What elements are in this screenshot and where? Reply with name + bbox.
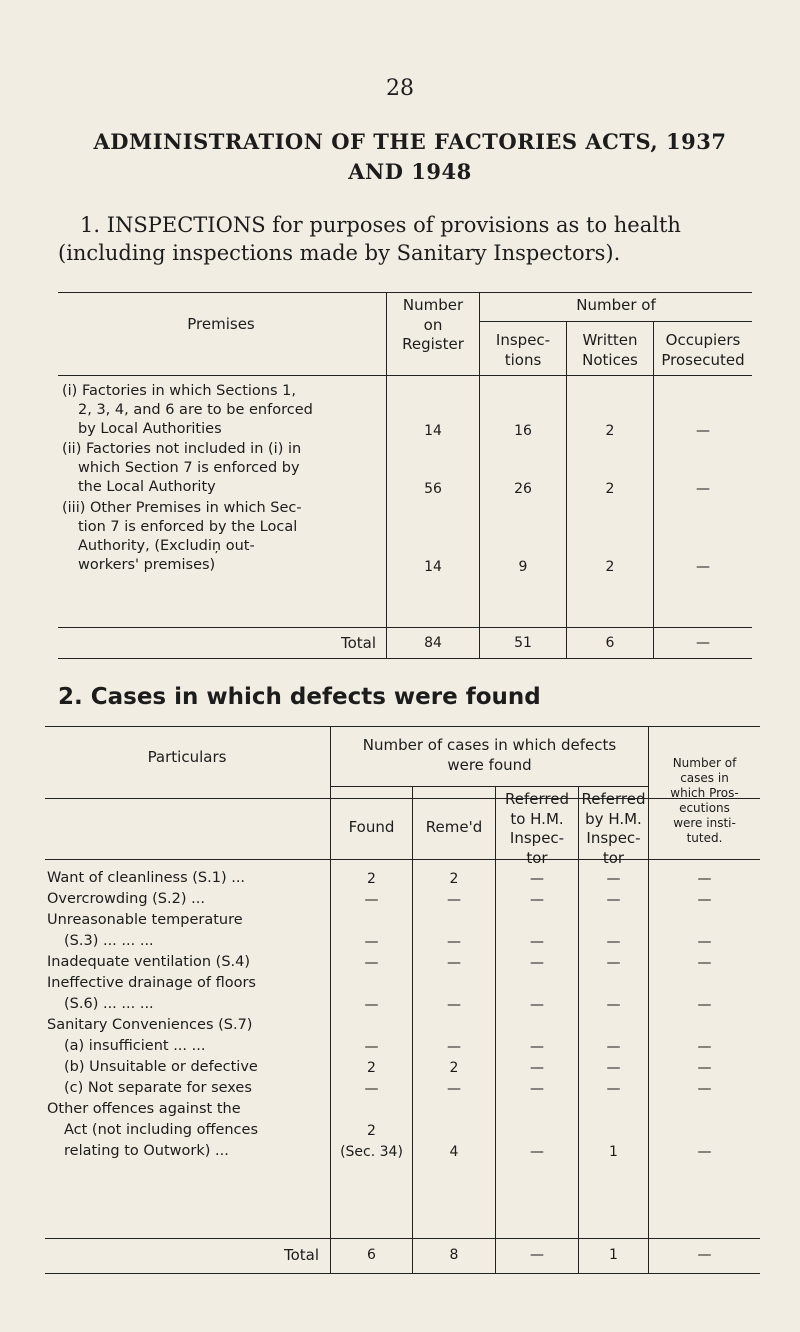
row2-line-3: the Local Authority xyxy=(78,479,216,495)
particulars-line: (c) Not separate for sexes xyxy=(64,1080,252,1096)
cell-found: 2 xyxy=(367,1060,376,1076)
cell-ref-by: — xyxy=(606,955,621,971)
cell-ref-by: — xyxy=(606,1081,621,1097)
table2-total-label: Total xyxy=(283,1246,319,1264)
header-ref-to-line-4: tor xyxy=(526,848,548,867)
table1-total-inspections: 51 xyxy=(514,635,532,651)
table1-col-rule-1 xyxy=(386,292,387,658)
total-found: 6 xyxy=(367,1247,376,1263)
header-pros-line-1: Number of xyxy=(672,756,737,770)
cell-prosecutions: — xyxy=(697,871,712,887)
header-notices-line-1: Written xyxy=(582,331,638,349)
cell-ref-to: — xyxy=(530,955,544,971)
header-prosecuted-line-1: Occupiers xyxy=(665,331,741,349)
header-ref-to-line-2: to H.M. xyxy=(510,809,564,828)
table1-header-notices xyxy=(567,331,653,370)
table2-subheader-rule xyxy=(330,786,648,787)
particulars-line: Other offences against the xyxy=(47,1101,241,1117)
row1-line-1: (i) Factories in which Sections 1, xyxy=(62,383,296,399)
title-line-2: AND 1948 xyxy=(348,159,472,185)
cell-prosecutions: — xyxy=(697,1060,712,1076)
table2-total-top-rule xyxy=(45,1238,760,1239)
title-line-1: ADMINISTRATION OF THE FACTORIES ACTS, 1937 xyxy=(93,129,727,154)
table1-top-rule xyxy=(58,292,752,293)
cell-remedied: — xyxy=(447,997,461,1013)
cell-ref-to: — xyxy=(530,1060,544,1076)
cell-found-note: (Sec. 34) xyxy=(340,1144,403,1160)
cell-prosecutions: — xyxy=(697,997,712,1013)
cell-ref-to: — xyxy=(530,1039,544,1055)
row3-prosecuted: — xyxy=(696,559,710,575)
row1-register: 14 xyxy=(424,423,442,439)
cell-found: — xyxy=(364,955,379,971)
table1-total-top-rule xyxy=(58,627,752,628)
row1-inspections: 16 xyxy=(514,423,532,439)
cell-found: 2 xyxy=(367,871,376,887)
cell-remedied: — xyxy=(447,892,461,908)
table1-header-prosecuted xyxy=(654,331,752,370)
header-prosecuted-line-2: Prosecuted xyxy=(661,350,745,369)
page-number: 28 xyxy=(386,76,414,101)
total-prosecutions: — xyxy=(697,1247,712,1263)
particulars-line: Overcrowding (S.2) ... xyxy=(47,891,205,907)
particulars-line: Act (not including offences xyxy=(64,1122,259,1138)
cell-remedied: 4 xyxy=(449,1144,459,1160)
header-register-line-2: on xyxy=(423,315,443,334)
header-ref-to-line-3: Inspec- xyxy=(509,829,565,847)
header-register-line-3: Register xyxy=(402,335,464,353)
header-pros-line-2: cases in xyxy=(680,771,729,785)
cell-found: 2 xyxy=(367,1123,376,1139)
particulars-line: (S.3) ... ... ... xyxy=(64,933,154,949)
table1-header-rule xyxy=(58,375,752,376)
row3-line-3: Authority, (Excludiņ out- xyxy=(78,538,255,554)
particulars-line: (b) Unsuitable or defective xyxy=(64,1059,258,1075)
particulars-line: Sanitary Conveniences (S.7) xyxy=(47,1017,253,1033)
cell-ref-to: — xyxy=(530,934,544,950)
table2-header-referred-by xyxy=(579,790,648,868)
header-inspections-line-2: tions xyxy=(504,350,542,369)
header-pros-line-6: tuted. xyxy=(686,831,723,845)
cell-ref-by: — xyxy=(606,997,621,1013)
cell-prosecutions: — xyxy=(697,1144,712,1160)
cell-ref-to: — xyxy=(530,871,544,887)
header-pros-line-4: ecutions xyxy=(679,801,730,815)
table2-top-rule xyxy=(45,726,760,727)
header-ref-to-line-1: Referred xyxy=(505,790,569,808)
table1-total-register: 84 xyxy=(424,635,442,651)
cell-ref-by: — xyxy=(606,934,621,950)
header-notices-line-2: Notices xyxy=(582,350,638,369)
table1-subheader-rule xyxy=(480,321,752,322)
table1-header-premises: Premises xyxy=(187,315,255,333)
particulars-line: (S.6) ... ... ... xyxy=(64,996,154,1012)
cell-prosecutions: — xyxy=(697,1039,712,1055)
row3-register: 14 xyxy=(424,559,442,575)
row3-line-1: (iii) Other Premises in which Sec- xyxy=(62,500,302,516)
table2-header-found: Found xyxy=(348,818,395,836)
row2-line-1: (ii) Factories not included in (i) in xyxy=(62,441,302,457)
header-ref-by-line-2: by H.M. xyxy=(585,809,642,828)
cell-ref-to: — xyxy=(530,892,544,908)
table1-header-register xyxy=(388,296,478,355)
table1-header-inspections xyxy=(480,331,566,370)
particulars-line: Ineffective drainage of floors xyxy=(47,975,256,991)
total-ref-to: — xyxy=(530,1247,544,1263)
section1-intro xyxy=(58,212,758,267)
table1-total-prosecuted: — xyxy=(696,635,710,651)
table1-bottom-rule xyxy=(58,658,752,659)
row1-line-2: 2, 3, 4, and 6 are to be enforced xyxy=(78,402,313,418)
row2-register: 56 xyxy=(424,481,442,497)
cell-prosecutions: — xyxy=(697,934,712,950)
particulars-line: (a) insufficient ... ... xyxy=(64,1038,206,1054)
row1-notices: 2 xyxy=(605,423,615,439)
header-inspections-line-1: Inspec- xyxy=(495,331,551,349)
cell-found: — xyxy=(364,1081,379,1097)
table1-header-number-of: Number of xyxy=(576,296,656,314)
row2-prosecuted: — xyxy=(696,481,710,497)
cell-remedied: — xyxy=(447,934,461,950)
cell-prosecutions: — xyxy=(697,955,712,971)
cell-ref-to: — xyxy=(530,1081,544,1097)
cell-ref-by: 1 xyxy=(609,1144,618,1160)
header-ref-by-line-4: tor xyxy=(602,848,625,867)
cell-remedied: 2 xyxy=(449,871,459,887)
particulars-line: relating to Outwork) ... xyxy=(64,1143,229,1159)
table1-total-label: Total xyxy=(340,634,376,652)
particulars-line: Unreasonable temperature xyxy=(47,912,243,928)
row2-inspections: 26 xyxy=(514,481,532,497)
row2-line-2: which Section 7 is enforced by xyxy=(78,460,300,476)
table2-header-prosecutions xyxy=(649,756,760,846)
table2-header-rule xyxy=(45,859,760,860)
table2-col-rule-2 xyxy=(412,786,413,1273)
total-ref-by: 1 xyxy=(609,1247,618,1263)
cell-remedied: — xyxy=(447,955,461,971)
cell-found: — xyxy=(364,1039,379,1055)
row1-line-3: by Local Authorities xyxy=(78,421,222,437)
table2-header-particulars: Particulars xyxy=(147,748,227,766)
row2-notices: 2 xyxy=(605,481,615,497)
cell-remedied: — xyxy=(447,1081,461,1097)
cell-found: — xyxy=(364,997,379,1013)
cell-ref-by: — xyxy=(606,871,621,887)
page-title xyxy=(60,127,760,188)
table1-total-notices: 6 xyxy=(605,635,615,651)
particulars-line: Inadequate ventilation (S.4) xyxy=(47,954,251,970)
particulars-line: Want of cleanliness (S.1) ... xyxy=(47,870,246,886)
header-pros-line-3: which Pros- xyxy=(670,786,739,800)
cell-found: — xyxy=(364,892,379,908)
cell-prosecutions: — xyxy=(697,1081,712,1097)
section2-heading: 2. Cases in which defects were found xyxy=(58,684,541,710)
table2-header-cases xyxy=(331,736,648,775)
header-cases-line-1: Number of cases in which defects xyxy=(362,736,617,754)
cell-remedied: — xyxy=(447,1039,461,1055)
header-ref-by-line-3: Inspec- xyxy=(586,829,641,847)
table2-header-remedied: Reme'd xyxy=(425,818,483,836)
cell-ref-by: — xyxy=(606,1039,621,1055)
total-remedied: 8 xyxy=(449,1247,459,1263)
section1-intro-line-1: 1. INSPECTIONS for purposes of provisions as to health xyxy=(80,213,681,237)
cell-ref-to: — xyxy=(530,1144,544,1160)
row3-inspections: 9 xyxy=(518,559,528,575)
cell-ref-by: — xyxy=(606,892,621,908)
table2-header-referred-to xyxy=(496,790,578,868)
cell-prosecutions: — xyxy=(697,892,712,908)
row3-line-2: tion 7 is enforced by the Local xyxy=(78,519,298,535)
row3-notices: 2 xyxy=(605,559,615,575)
section1-intro-line-2: (including inspections made by Sanitary Inspectors). xyxy=(58,240,621,265)
header-ref-by-line-1: Referred xyxy=(581,790,646,808)
header-pros-line-5: were insti- xyxy=(673,816,736,830)
cell-found: — xyxy=(364,934,379,950)
table2-bottom-rule xyxy=(45,1273,760,1274)
row3-line-4: workers' premises) xyxy=(78,557,216,573)
cell-remedied: 2 xyxy=(449,1060,459,1076)
cell-ref-to: — xyxy=(530,997,544,1013)
row1-prosecuted: — xyxy=(696,423,710,439)
header-register-line-1: Number xyxy=(402,296,464,314)
cell-ref-by: — xyxy=(606,1060,621,1076)
header-cases-line-2: were found xyxy=(447,755,532,774)
